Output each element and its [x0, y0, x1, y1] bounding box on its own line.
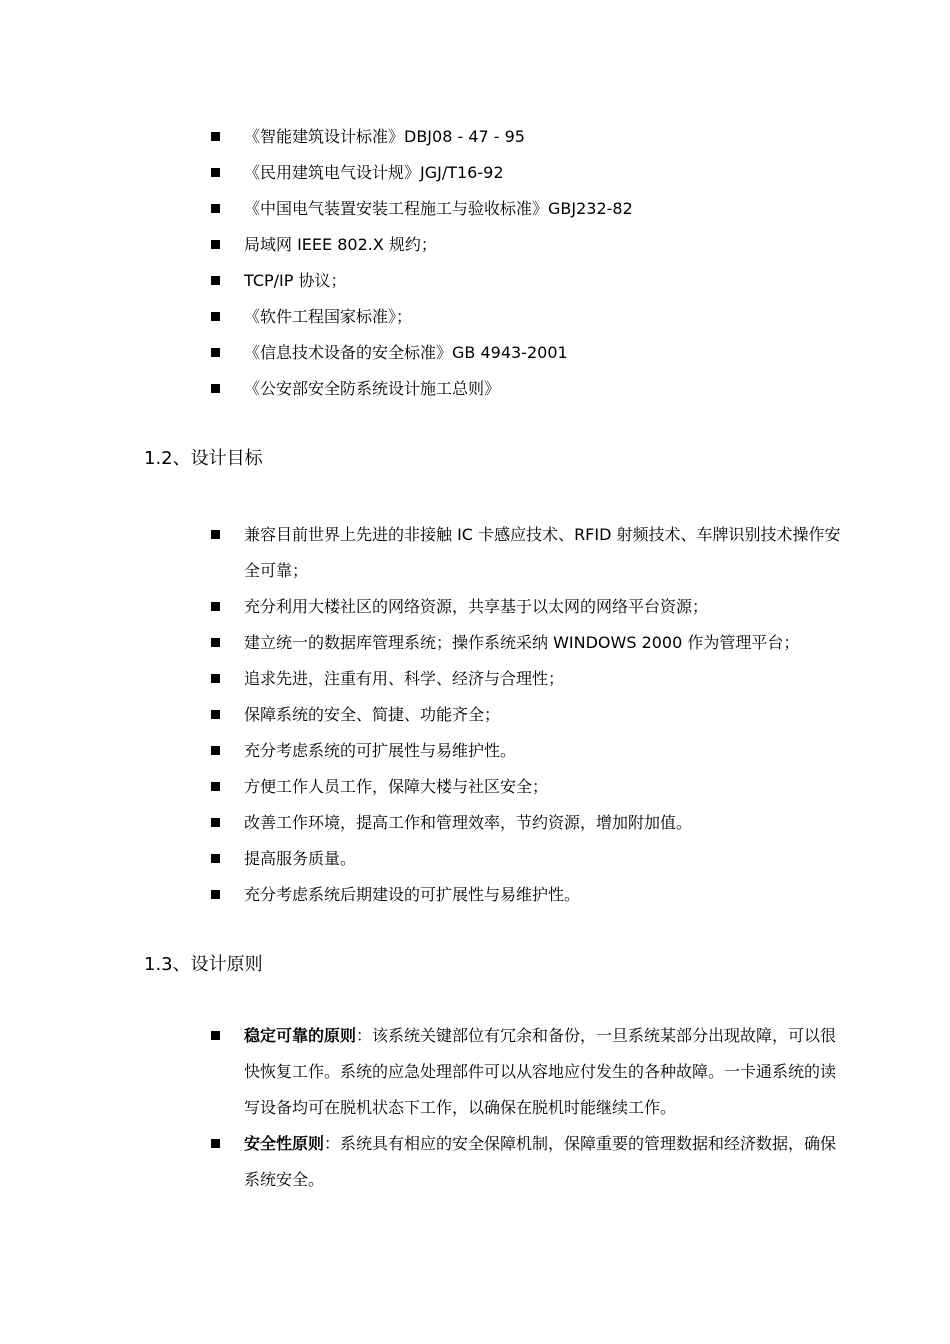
square-bullet-icon	[211, 818, 220, 827]
list-item-text: 充分考虑系统后期建设的可扩展性与易维护性。	[244, 885, 581, 904]
standards-list	[210, 119, 850, 407]
list-item	[210, 1018, 850, 1126]
list-item-text: 《智能建筑设计标准》DBJ08 - 47 - 95	[244, 127, 525, 146]
list-item-text: 《民用建筑电气设计规》JGJ/T16-92	[244, 163, 504, 182]
list-item	[210, 191, 850, 227]
list-item-text: 追求先进，注重有用、科学、经济与合理性；	[244, 669, 565, 688]
list-item	[210, 227, 850, 263]
list-item	[210, 805, 850, 841]
list-item	[210, 589, 850, 625]
list-item	[210, 877, 850, 913]
list-item	[210, 263, 850, 299]
square-bullet-icon	[211, 240, 220, 249]
square-bullet-icon	[211, 1139, 220, 1148]
list-item-text: 改善工作环境，提高工作和管理效率，节约资源，增加附加值。	[244, 813, 693, 832]
square-bullet-icon	[211, 782, 220, 791]
list-item-text: 提高服务质量。	[244, 849, 357, 868]
list-item	[210, 371, 850, 407]
list-item	[210, 625, 850, 661]
list-item	[210, 517, 850, 589]
list-item-text: 局域网 IEEE 802.X 规约；	[244, 235, 437, 254]
square-bullet-icon	[211, 530, 220, 539]
list-item-text: 方便工作人员工作，保障大楼与社区安全；	[244, 777, 549, 796]
square-bullet-icon	[211, 204, 220, 213]
square-bullet-icon	[211, 890, 220, 899]
square-bullet-icon	[211, 1031, 220, 1040]
list-item	[210, 335, 850, 371]
square-bullet-icon	[211, 674, 220, 683]
square-bullet-icon	[211, 854, 220, 863]
list-item	[210, 1126, 850, 1198]
list-item	[210, 733, 850, 769]
square-bullet-icon	[211, 276, 220, 285]
design-goals-list	[210, 517, 850, 913]
list-item-text: 建立统一的数据库管理系统；操作系统采纳 WINDOWS 2000 作为管理平台；	[244, 633, 800, 652]
list-item	[210, 697, 850, 733]
principle-title: 安全性原则	[244, 1134, 325, 1153]
list-item	[210, 299, 850, 335]
section-heading-design-goals: 1.2、设计目标	[144, 448, 263, 469]
list-item-text: 兼容目前世界上先进的非接触 IC 卡感应技术、RFID 射频技术、车牌识别技术操作安全可靠；	[244, 525, 841, 580]
list-item-text: 《信息技术设备的安全标准》GB 4943-2001	[244, 343, 568, 362]
square-bullet-icon	[211, 168, 220, 177]
square-bullet-icon	[211, 602, 220, 611]
square-bullet-icon	[211, 132, 220, 141]
list-item-text: 《公安部安全防系统设计施工总则》	[244, 379, 501, 398]
list-item-text: 保障系统的安全、简捷、功能齐全；	[244, 705, 501, 724]
list-item	[210, 769, 850, 805]
square-bullet-icon	[211, 348, 220, 357]
list-item-text: TCP/IP 协议；	[244, 271, 347, 290]
square-bullet-icon	[211, 710, 220, 719]
square-bullet-icon	[211, 384, 220, 393]
design-principles-list	[210, 1018, 850, 1198]
principle-text: ：系统具有相应的安全保障机制，保障重要的管理数据和经济数据，确保系统安全。	[244, 1134, 837, 1189]
section-heading-design-principles: 1.3、设计原则	[144, 954, 263, 975]
list-item	[210, 155, 850, 191]
square-bullet-icon	[211, 312, 220, 321]
list-item	[210, 841, 850, 877]
list-item-text: 《软件工程国家标准》；	[244, 307, 413, 326]
list-item-text: 充分利用大楼社区的网络资源，共享基于以太网的网络平台资源；	[244, 597, 709, 616]
principle-title: 稳定可靠的原则	[244, 1026, 357, 1045]
list-item-text: 充分考虑系统的可扩展性与易维护性。	[244, 741, 517, 760]
list-item	[210, 119, 850, 155]
square-bullet-icon	[211, 746, 220, 755]
principle-text: ：该系统关键部位有冗余和备份，一旦系统某部分出现故障，可以很快恢复工作。系统的应急处理部件可以从容地应付发生的各种故障。一卡通系统的读写设备均可在脱机状态下工作，以确保在脱机时能继续工作。	[244, 1026, 837, 1117]
list-item-text: 《中国电气装置安装工程施工与验收标准》GBJ232-82	[244, 199, 633, 218]
list-item	[210, 661, 850, 697]
square-bullet-icon	[211, 638, 220, 647]
